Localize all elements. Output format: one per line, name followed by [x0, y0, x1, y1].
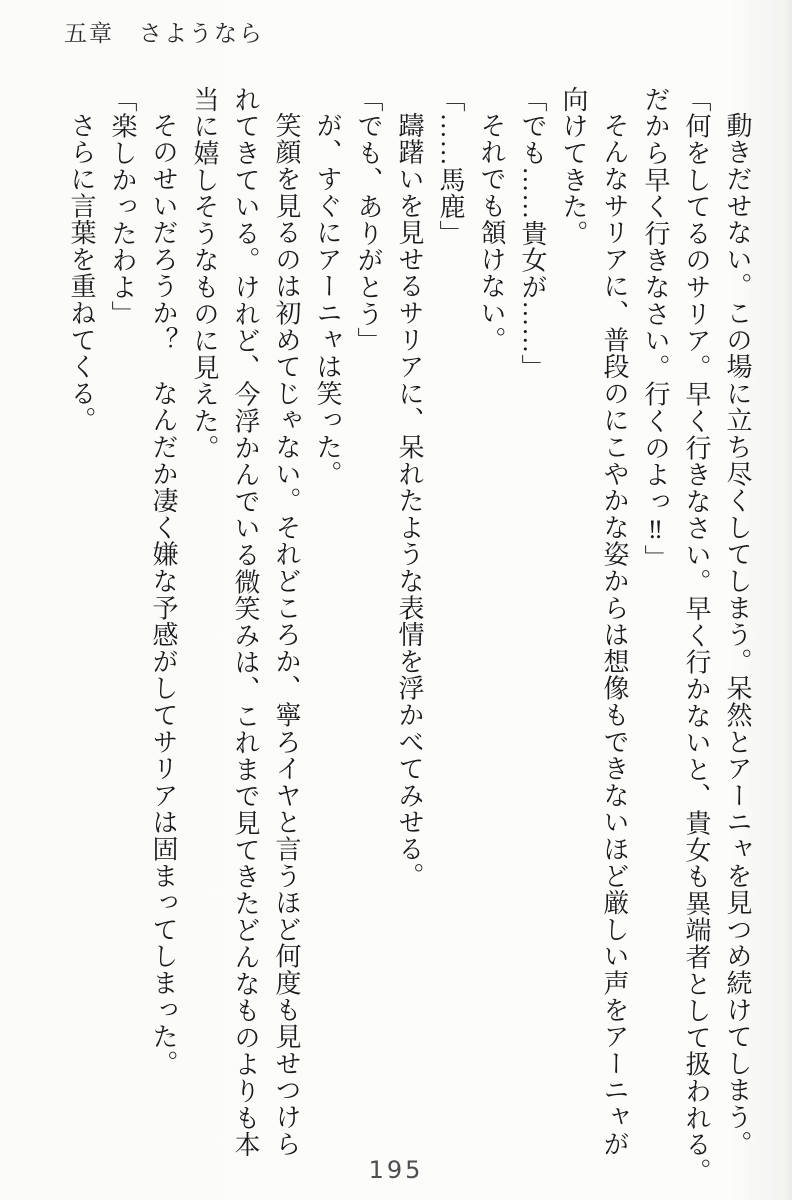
- body-text-block: [61, 86, 758, 1196]
- text-line: 当に嬉しそうなものに見えた。: [190, 86, 219, 462]
- text-line: 躊躇いを見せるサリアに、呆れたような表情を浮かべてみせる。: [395, 112, 424, 890]
- text-line: 笑顔を見るのは初めてじゃない。それどころか、寧ろイヤと言うほど何度も見せつけら: [272, 112, 301, 1158]
- text-line: 向けてきた。: [559, 86, 588, 247]
- text-line: そのせいだろうか？ なんだか凄く嫌な予感がしてサリアは固まってしまった。: [149, 112, 178, 1077]
- text-line: れてきている。けれど、今浮かんでいる微笑みは、これまで見てきたどんなものよりも本: [231, 86, 260, 1158]
- text-line: それでも頷けない。: [477, 112, 506, 354]
- text-line: だから早く行きなさい。行くのよっ‼」: [641, 86, 670, 572]
- text-line: そんなサリアに、普段のにこやかな姿からは想像もできないほど厳しい声をアーニャが: [600, 112, 629, 1158]
- page-number: 195: [368, 1156, 424, 1184]
- text-line: 動きだせない。この場に立ち尽くしてしまう。呆然とアーニャを見つめ続けてしまう。: [723, 112, 752, 1158]
- text-line: 「何をしてるのサリア。早く行きなさい。早く行かないと、貴女も異端者として扱われる。: [682, 86, 711, 1185]
- text-line: 「楽しかったわよ」: [108, 86, 137, 328]
- text-line: が、すぐにアーニャは笑った。: [313, 112, 342, 488]
- text-line: さらに言葉を重ねてくる。: [67, 112, 96, 434]
- text-line: 「でも……貴女が……」: [518, 86, 547, 381]
- text-line: 「でも、ありがとう」: [354, 86, 383, 354]
- chapter-header: 五章 さようなら: [64, 21, 264, 46]
- text-line: 「……馬鹿」: [436, 86, 465, 247]
